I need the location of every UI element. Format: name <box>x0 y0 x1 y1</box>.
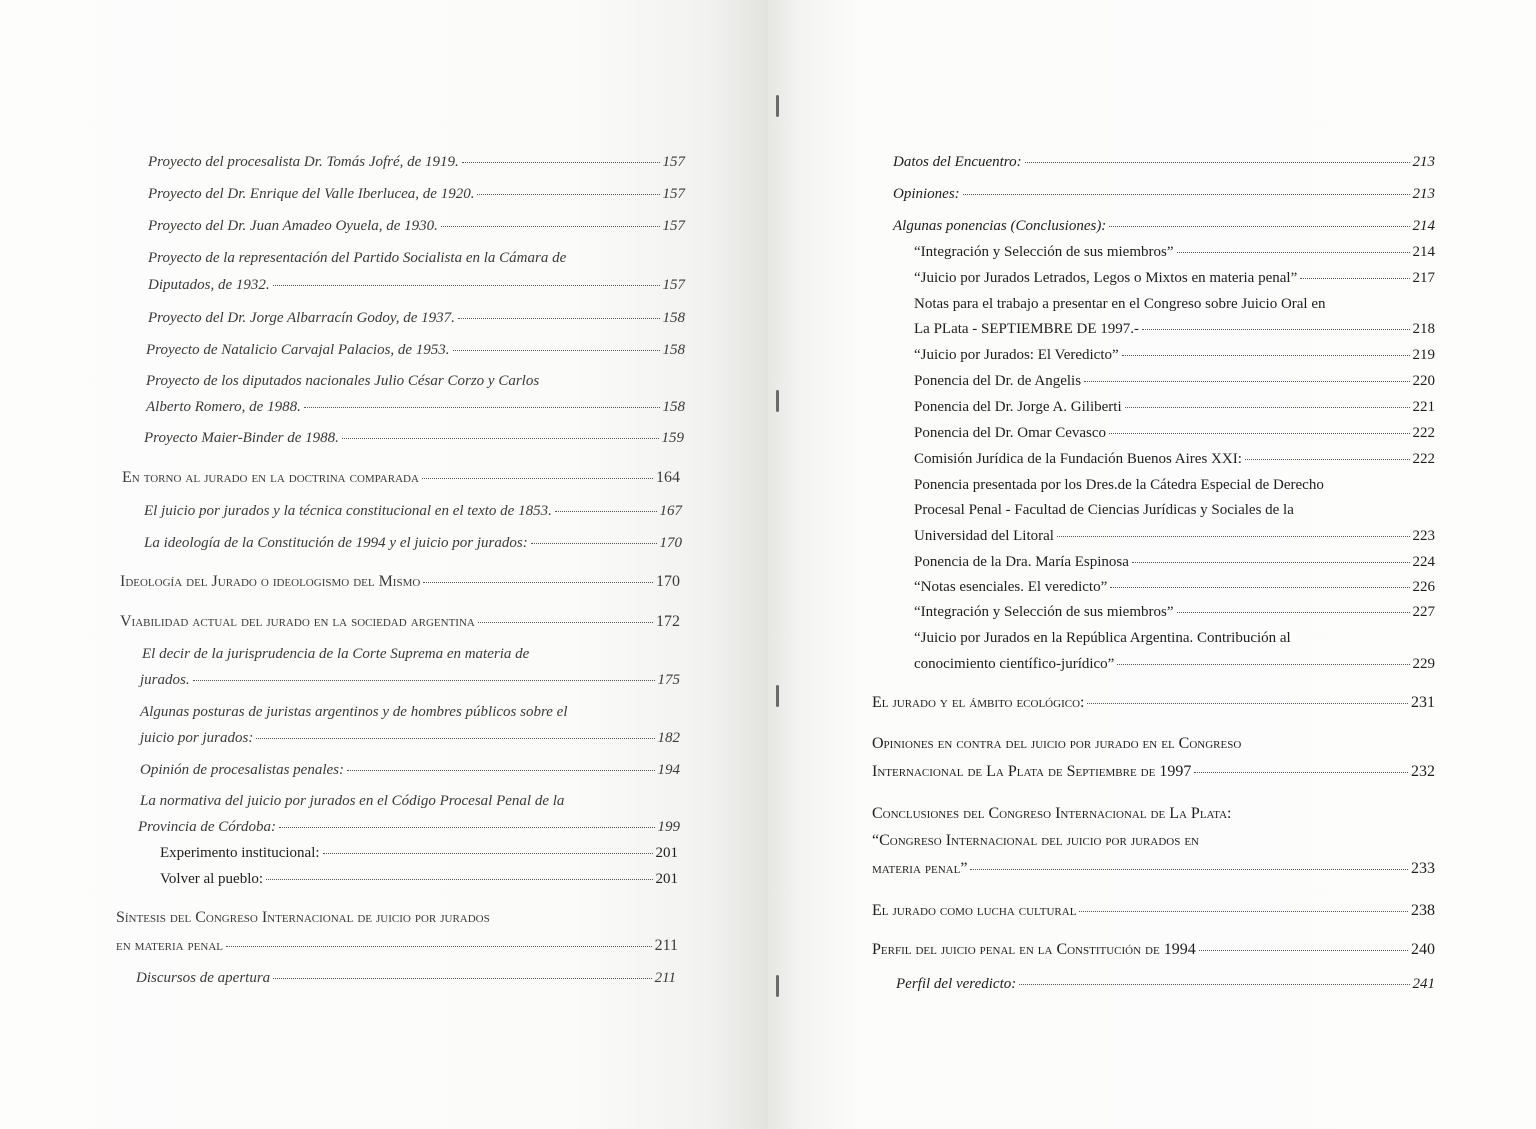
toc-entry-title: En torno al jurado en la doctrina comparada <box>122 469 419 486</box>
toc-entry-page: 223 <box>1412 528 1435 544</box>
toc-entry-title: El jurado como lucha cultural <box>872 902 1077 919</box>
toc-entry-page: 220 <box>1412 373 1435 389</box>
toc-entry <box>148 154 685 171</box>
toc-entry-page: 240 <box>1411 941 1435 958</box>
right-page <box>768 0 1536 1129</box>
toc-entry-page: 157 <box>662 154 685 170</box>
binding-staple-mark <box>776 95 779 117</box>
toc-entry-page: 158 <box>662 342 685 358</box>
toc-entry <box>914 373 1435 390</box>
toc-entry <box>914 244 1435 261</box>
toc-entry-title: La ideología de la Constitución de 1994 y el juicio por jurados: <box>144 535 528 551</box>
toc-entry-title: Proyecto del Dr. Enrique del Valle Iberlucea, de 1920. <box>148 186 475 202</box>
toc-entry <box>146 342 685 359</box>
toc-entry-title: El jurado y el ámbito ecológico: <box>872 694 1085 711</box>
toc-entry-line: La normativa del juicio por jurados en el Código Procesal Penal de la <box>140 793 565 809</box>
toc-entry-title: Volver al pueblo: <box>160 871 264 887</box>
toc-entry <box>914 656 1435 673</box>
toc-entry-line: Procesal Penal - Facultad de Ciencias Jurídicas y Sociales de la <box>914 502 1294 518</box>
toc-entry-page: 218 <box>1412 321 1435 337</box>
toc-entry-page: 224 <box>1412 554 1435 570</box>
toc-entry-page: 233 <box>1411 860 1435 877</box>
toc-entry-page: 158 <box>662 310 685 326</box>
toc-section-line: Opiniones en contra del juicio por jurado en el Congreso <box>872 735 1242 752</box>
toc-entry-title: Ponencia del Dr. de Angelis <box>914 373 1082 389</box>
toc-entry-title: “Integración y Selección de sus miembros” <box>914 244 1174 260</box>
toc-section-line: Conclusiones del Congreso Internacional de La Plata: <box>872 805 1232 822</box>
toc-entry-title: Ponencia del Dr. Jorge A. Giliberti <box>914 399 1122 415</box>
toc-entry <box>148 186 685 203</box>
toc-entry <box>893 218 1435 235</box>
toc-entry-title: Proyecto del procesalista Dr. Tomás Jofré, de 1919. <box>148 154 459 170</box>
toc-entry-page: 158 <box>662 399 685 415</box>
binding-staple-mark <box>776 685 779 707</box>
binding-staple-mark <box>776 975 779 997</box>
toc-entry-title: Diputados, de 1932. <box>148 277 270 293</box>
toc-entry <box>914 554 1435 571</box>
toc-entry <box>914 347 1435 364</box>
toc-entry-line: Ponencia presentada por los Dres.de la Cátedra Especial de Derecho <box>914 477 1324 493</box>
toc-entry <box>914 321 1435 338</box>
toc-entry-title: “Juicio por Jurados Letrados, Legos o Mixtos en materia penal” <box>914 270 1298 286</box>
toc-entry <box>148 310 685 327</box>
toc-entry-page: 182 <box>657 730 680 746</box>
toc-entry-line: Proyecto de los diputados nacionales Julio César Corzo y Carlos <box>146 373 540 389</box>
toc-entry-page: 211 <box>654 937 678 954</box>
toc-entry <box>914 579 1435 596</box>
toc-entry-line: Algunas posturas de juristas argentinos y de hombres públicos sobre el <box>140 704 568 720</box>
toc-entry-title: “Juicio por Jurados: El Veredicto” <box>914 347 1119 363</box>
toc-entry-page: 219 <box>1412 347 1435 363</box>
toc-entry <box>140 672 680 689</box>
toc-entry-page: 229 <box>1412 656 1435 672</box>
toc-entry-title: El juicio por jurados y la técnica constitucional en el texto de 1853. <box>144 503 552 519</box>
toc-entry-page: 213 <box>1412 154 1435 170</box>
toc-entry <box>160 871 678 888</box>
toc-entry-page: 241 <box>1412 976 1435 992</box>
toc-entry-page: 159 <box>661 430 684 446</box>
toc-entry <box>140 762 680 779</box>
toc-entry-title: Opinión de procesalistas penales: <box>140 762 345 778</box>
toc-entry-title: Perfil del juicio penal en la Constitución de 1994 <box>872 941 1196 958</box>
toc-entry-title: Proyecto de Natalicio Carvajal Palacios, de 1953. <box>146 342 450 358</box>
toc-entry-title: Proyecto del Dr. Jorge Albarracín Godoy, de 1937. <box>148 310 455 326</box>
toc-entry-title: Viabilidad actual del jurado en la sociedad argentina <box>120 613 475 630</box>
toc-entry-page: 211 <box>654 970 676 986</box>
toc-entry <box>148 218 685 235</box>
toc-entry-page: 238 <box>1411 902 1435 919</box>
toc-entry-page: 214 <box>1412 244 1435 260</box>
toc-section-entry <box>116 937 678 955</box>
toc-entry <box>148 277 685 294</box>
toc-entry-page: 199 <box>657 819 680 835</box>
toc-entry-page: 157 <box>662 277 685 293</box>
toc-entry-page: 226 <box>1412 579 1435 595</box>
toc-entry-page: 221 <box>1412 399 1435 415</box>
toc-entry-page: 172 <box>656 613 680 630</box>
toc-entry <box>893 186 1435 203</box>
toc-entry-title: Provincia de Córdoba: <box>138 819 277 835</box>
toc-entry-page: 194 <box>657 762 680 778</box>
toc-entry <box>138 819 680 836</box>
toc-entry-title: Experimento institucional: <box>160 845 320 861</box>
toc-entry-page: 217 <box>1412 270 1435 286</box>
toc-entry-page: 157 <box>662 218 685 234</box>
toc-entry-title: Comisión Jurídica de la Fundación Buenos Aires XXI: <box>914 451 1242 467</box>
toc-entry-title: Proyecto Maier-Binder de 1988. <box>144 430 339 446</box>
toc-entry-title: Alberto Romero, de 1988. <box>146 399 301 415</box>
toc-entry-line: El decir de la jurisprudencia de la Corte Suprema en materia de <box>142 646 530 662</box>
toc-entry <box>914 451 1435 468</box>
toc-entry-line: Notas para el trabajo a presentar en el Congreso sobre Juicio Oral en <box>914 296 1326 312</box>
toc-section-entry <box>120 573 680 591</box>
toc-entry-title: materia penal” <box>872 860 968 877</box>
toc-entry-page: 213 <box>1412 186 1435 202</box>
toc-entry-title: Universidad del Litoral <box>914 528 1054 544</box>
toc-entry-title: La PLata - SEPTIEMBRE DE 1997.- <box>914 321 1139 337</box>
toc-entry-page: 222 <box>1412 425 1435 441</box>
toc-entry <box>914 528 1435 545</box>
toc-entry <box>896 976 1435 993</box>
toc-section-entry <box>872 941 1435 959</box>
toc-entry-title: Discursos de apertura <box>136 970 271 986</box>
toc-section-line: Síntesis del Congreso Internacional de juicio por jurados <box>116 909 490 926</box>
toc-entry-page: 167 <box>659 503 682 519</box>
toc-entry-page: 201 <box>655 871 678 887</box>
toc-entry-title: Ponencia de la Dra. María Espinosa <box>914 554 1129 570</box>
toc-entry-page: 175 <box>657 672 680 688</box>
toc-section-line: “Congreso Internacional del juicio por jurados en <box>872 832 1199 849</box>
toc-entry-title: Datos del Encuentro: <box>893 154 1022 170</box>
toc-entry-title: jurados. <box>140 672 190 688</box>
toc-entry-line: “Juicio por Jurados en la República Argentina. Contribución al <box>914 630 1291 646</box>
toc-entry <box>893 154 1435 171</box>
toc-entry-page: 157 <box>662 186 685 202</box>
toc-entry-page: 232 <box>1411 763 1435 780</box>
toc-entry-title: conocimiento científico-jurídico” <box>914 656 1115 672</box>
toc-entry <box>914 604 1435 621</box>
toc-section-entry <box>872 902 1435 920</box>
toc-section-entry <box>122 469 680 487</box>
toc-entry <box>144 535 682 552</box>
toc-entry-title: Algunas ponencias (Conclusiones): <box>893 218 1107 234</box>
toc-entry <box>136 970 676 987</box>
toc-entry-title: en materia penal <box>116 937 223 954</box>
toc-entry <box>914 399 1435 416</box>
toc-entry-page: 164 <box>656 469 680 486</box>
toc-entry-title: Perfil del veredicto: <box>896 976 1017 992</box>
toc-entry-title: Internacional de La Plata de Septiembre de 1997 <box>872 763 1192 780</box>
toc-entry-page: 222 <box>1412 451 1435 467</box>
toc-entry-title: Ponencia del Dr. Omar Cevasco <box>914 425 1107 441</box>
toc-entry <box>914 270 1435 287</box>
toc-section-entry <box>120 613 680 631</box>
toc-section-entry <box>872 763 1435 781</box>
toc-entry-title: Proyecto del Dr. Juan Amadeo Oyuela, de 1930. <box>148 218 438 234</box>
toc-entry-title: Opiniones: <box>893 186 960 202</box>
toc-entry-page: 201 <box>655 845 678 861</box>
toc-entry-page: 231 <box>1411 694 1435 711</box>
toc-section-entry <box>872 694 1435 712</box>
toc-entry-title: “Integración y Selección de sus miembros” <box>914 604 1174 620</box>
toc-entry <box>140 730 680 747</box>
toc-entry-title: juicio por jurados: <box>140 730 254 746</box>
toc-entry <box>160 845 678 862</box>
toc-entry <box>914 425 1435 442</box>
toc-entry <box>146 399 685 416</box>
toc-entry <box>144 503 682 520</box>
toc-entry-page: 170 <box>656 573 680 590</box>
toc-entry-title: “Notas esenciales. El veredicto” <box>914 579 1108 595</box>
toc-entry-title: Ideología del Jurado o ideologismo del Mismo <box>120 573 421 590</box>
toc-entry-page: 227 <box>1412 604 1435 620</box>
toc-entry-line: Proyecto de la representación del Partido Socialista en la Cámara de <box>148 250 567 266</box>
toc-section-entry <box>872 860 1435 878</box>
binding-staple-mark <box>776 390 779 412</box>
toc-entry-page: 170 <box>659 535 682 551</box>
toc-entry <box>144 430 684 447</box>
toc-entry-page: 214 <box>1412 218 1435 234</box>
